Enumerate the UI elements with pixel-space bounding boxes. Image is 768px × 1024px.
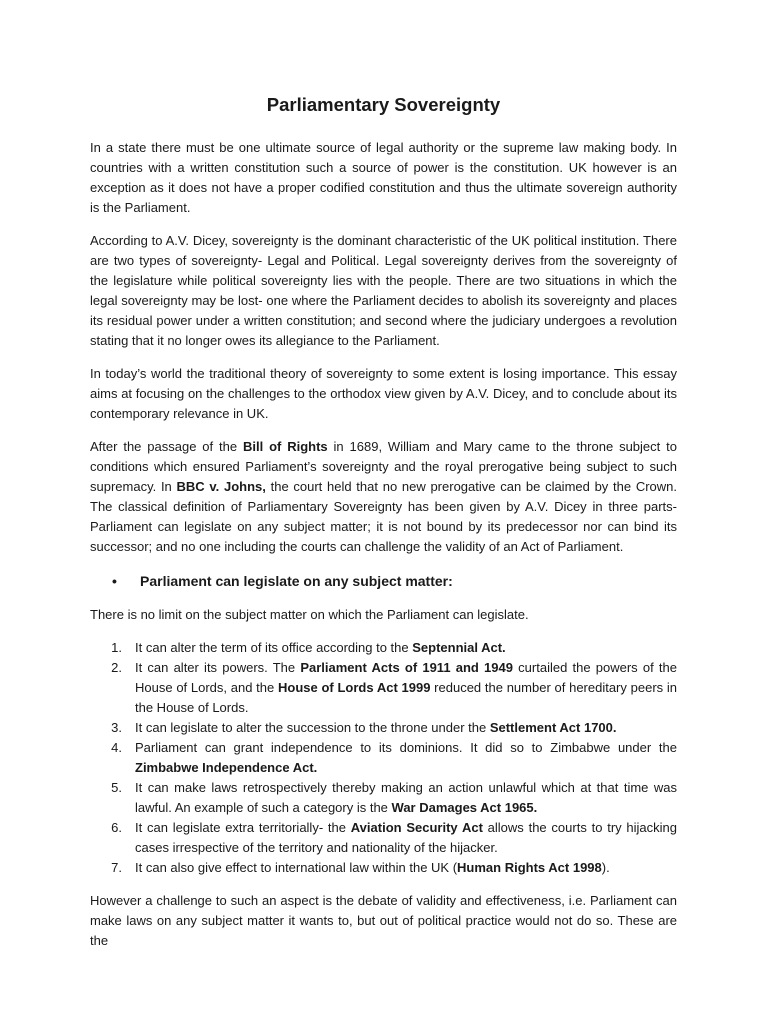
paragraph-text: According to A.V. Dicey, sovereignty is the dominant characteristic of the UK political institution. There are two types of sovereignty- Legal and Political. Legal sovereignty derives from the sovereignty of the legislature while political sovereignty lies with the people. There are two situations in which the legal sovereignty may be lost- one where the Parliament decides to abolish its sovereignty and places its residual power under a written constitution; and second where the judiciary undergoes a revolution stating that it no longer owes its allegiance to the Parliament. [90,233,677,348]
list-text-segment: It can also give effect to international law within the UK ( [135,860,458,875]
list-text-segment: It can alter its powers. The [135,660,301,675]
bold-term: Human Rights Act 1998 [457,860,602,875]
paragraph-text: There is no limit on the subject matter on which the Parliament can legislate. [90,607,529,622]
list-number: 3. [111,720,122,735]
list-item [90,818,677,858]
paragraph [90,138,677,218]
list-text-segment: ). [601,860,610,875]
bold-term: Septennial Act. [412,640,506,655]
list-text-segment: curtailed the powers of the House of Lords, and the [135,660,677,695]
paragraph-text: in 1689, William and Mary came to the throne subject to conditions which ensured Parliament’s sovereignty and the royal prerogative being subject to such supremacy. In [90,439,677,494]
bold-term: Aviation Security Act [350,820,483,835]
list-item [90,738,677,778]
paragraph-text: After the passage of the [90,439,243,454]
intro-paragraph [90,605,677,625]
paragraph-text: However a challenge to such an aspect is the debate of validity and effectiveness, i.e. Parliament can make laws on any subject matter it wants to, but out of political practice would not do so. These are the [90,893,677,948]
list-item [90,778,677,818]
paragraph-text: the court held that no new prerogative can be claimed by the Crown. The classical definition of Parliamentary Sovereignty has been given by A.V. Dicey in three parts- Parliament can legislate on any subject matter; it is not bound by its predecessor nor can bind its successor; and no one including the courts can challenge the validity of an Act of Parliament. [90,479,677,554]
bold-term: House of Lords Act 1999 [278,680,431,695]
list-item [90,858,677,878]
list-text [135,778,677,818]
list-text-segment: It can alter the term of its office according to the [135,640,413,655]
section-heading [90,570,677,592]
list-number: 1. [111,640,122,655]
list-item [90,658,677,718]
list-item [90,718,677,738]
paragraph [90,364,677,424]
closing-paragraph [90,891,677,951]
bold-term: War Damages Act 1965. [391,800,538,815]
list-text [135,638,677,658]
list-text [135,718,677,738]
list-text [135,858,677,878]
list-text-segment: allows the courts to try hijacking cases irrespective of the territory and nationality of the hijacker. [135,820,678,855]
list-text-segment: It can legislate extra territorially- the [135,820,351,835]
paragraph [90,437,677,557]
section-heading-text: Parliament can legislate on any subject matter: [140,573,453,589]
paragraph-text: In a state there must be one ultimate source of legal authority or the supreme law making body. In countries with a written constitution such a source of power is the constitution. UK however is an exception as it does not have a proper codified constitution and thus the ultimate sovereign authority is the Parliament. [90,140,677,215]
paragraph [90,231,677,351]
list-text [135,818,677,858]
bold-term: Zimbabwe Independence Act. [135,760,318,775]
document-title: Parliamentary Sovereignty [266,94,501,115]
bold-term: Bill of Rights [242,439,328,454]
paragraph-text: In today’s world the traditional theory of sovereignty to some extent is losing importance. This essay aims at focusing on the challenges to the orthodox view given by A.V. Dicey, and to conclude about its contemporary relevance in UK. [90,366,677,421]
numbered-list [90,638,677,878]
list-text-segment: Parliament can grant independence to its dominions. It did so to Zimbabwe under the [135,740,677,755]
document-page [90,92,677,964]
list-number: 6. [111,820,122,835]
body-paragraphs [90,138,677,557]
list-text [135,738,677,778]
list-text-segment: It can legislate to alter the succession to the throne under the [135,720,490,735]
list-item [90,638,677,658]
list-text-segment: reduced the number of hereditary peers in the House of Lords. [135,680,677,715]
list-text-segment: It can make laws retrospectively thereby making an action unlawful which at that time was lawful. An example of such a category is the [135,780,677,815]
list-number: 2. [111,660,122,675]
bullet-icon: • [112,573,117,589]
list-number: 5. [111,780,122,795]
bold-term: Settlement Act 1700. [489,720,617,735]
list-number: 7. [111,860,122,875]
bold-term: BBC v. Johns, [176,479,266,494]
bold-term: Parliament Acts of 1911 and 1949 [300,660,513,675]
list-text [135,658,677,718]
list-number: 4. [111,740,122,755]
